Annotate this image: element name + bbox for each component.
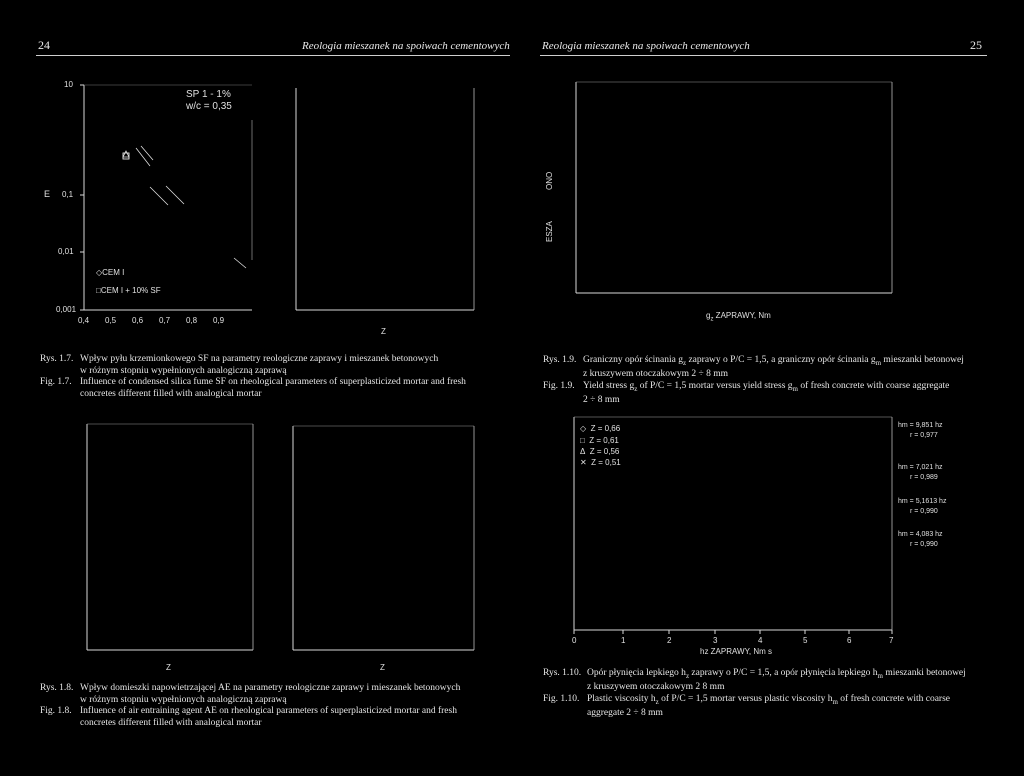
fig110-x-tick: 2 xyxy=(667,636,672,645)
fig110-x-tick: 6 xyxy=(847,636,852,645)
caption-text: of P/C = 1,5 mortar versus plastic viscosity h xyxy=(658,693,833,704)
caption-sub: z xyxy=(682,358,687,367)
fig110-fit-r: r = 0,990 xyxy=(910,508,938,515)
fig110-legend-label: Z = 0,66 xyxy=(590,424,621,433)
fig19-y-label-top: ONO xyxy=(545,171,554,190)
diamond-icon: ◇ xyxy=(96,268,103,277)
caption-text: concretes different filled with analogical mortar xyxy=(80,388,262,399)
caption-head: Fig. 1.10. xyxy=(543,693,580,704)
fig19-x-label-text: g xyxy=(706,311,711,320)
fig110-x-tick: 1 xyxy=(621,636,626,645)
right-page-number: 25 xyxy=(970,38,982,52)
fig17-y-tick: 0,001 xyxy=(56,305,77,314)
fig17-y-tick: 0,1 xyxy=(62,190,74,199)
fig17-annotation-wc: w/c = 0,35 xyxy=(186,101,232,112)
caption-text: of fresh concrete with coarse xyxy=(837,693,951,704)
fig110-x-tick: 4 xyxy=(758,636,763,645)
fig17-legend-label: CEM I + 10% SF xyxy=(100,286,161,295)
fig17-x-tick: 0,5 xyxy=(105,316,117,325)
fig17-y-axis-letter: E xyxy=(44,189,51,199)
caption-head: Rys. 1.10. xyxy=(543,668,582,678)
fig19-x-label-sub: z xyxy=(710,316,714,323)
fig110-x-tick: 5 xyxy=(803,636,808,645)
triangle-icon: Δ xyxy=(580,447,586,456)
caption-sub: m xyxy=(832,697,838,706)
caption-head: Fig. 1.9. xyxy=(543,380,575,391)
caption-text: Wpływ pyłu krzemionkowego SF na parametry reologiczne zaprawy i mieszanek betonowych xyxy=(80,354,439,364)
caption-text: of fresh concrete with coarse aggregate xyxy=(798,380,950,391)
caption-text: Influence of air entraining agent AE on rheological parameters of superplasticized mortar and fresh xyxy=(80,706,457,716)
fig110-x-tick: 0 xyxy=(572,636,577,645)
fig17-legend-label: CEM I xyxy=(102,268,125,277)
fig110-fit-eq: hm = 7,021 hz xyxy=(898,464,943,471)
fig110-legend-item xyxy=(580,447,619,456)
caption-sub: m xyxy=(792,384,798,393)
caption-sub: z xyxy=(685,671,690,680)
fig17-right-xlabel: Z xyxy=(381,327,386,336)
caption-text: of P/C = 1,5 mortar versus yield stress g xyxy=(637,380,793,391)
caption-text: zaprawy o P/C = 1,5, a graniczny opór ścinania g xyxy=(686,355,876,365)
right-running-title: Reologia mieszanek na spoiwach cementowych xyxy=(542,40,750,52)
caption-head: Rys. 1.8. xyxy=(40,683,74,693)
cross-icon: ✕ xyxy=(580,458,587,467)
fig17-y-tick: 0,01 xyxy=(58,247,74,256)
caption-text: Wpływ domieszki napowietrzającej AE na parametry reologiczne zaprawy i mieszanek betonowych xyxy=(80,683,461,693)
square-icon: □ xyxy=(96,286,101,295)
caption-sub: z xyxy=(655,697,659,706)
fig17-x-tick: 0,4 xyxy=(78,316,90,325)
caption-text: w różnym stopniu wypełnionych analogiczną zaprawą xyxy=(80,365,287,376)
caption-sub: m xyxy=(875,358,882,367)
caption-text: Plastic viscosity h xyxy=(587,693,656,704)
fig110-caption xyxy=(543,668,995,720)
caption-head: Fig. 1.7. xyxy=(40,377,72,387)
fig110-fit-r: r = 0,977 xyxy=(910,432,938,439)
fig18-right-xlabel: Z xyxy=(380,663,385,672)
fig17-x-tick: 0,7 xyxy=(159,316,171,325)
fig110-legend-label: Z = 0,51 xyxy=(591,458,621,467)
left-running-title: Reologia mieszanek na spoiwach cementowych xyxy=(302,40,510,52)
fig110-fit-eq: hm = 5,1613 hz xyxy=(898,498,947,505)
fig110-x-tick: 7 xyxy=(889,636,894,645)
caption-text: Opór płynięcia lepkiego h xyxy=(587,668,686,678)
fig110-legend-label: Z = 0,56 xyxy=(589,447,620,456)
fig110-legend-label: Z = 0,61 xyxy=(589,436,619,445)
caption-text: Yield stress g xyxy=(583,380,635,391)
fig18-left-xlabel: Z xyxy=(166,663,171,672)
left-page-number: 24 xyxy=(38,38,50,52)
caption-text: z kruszywem otoczakowym 2 ÷ 8 mm xyxy=(583,369,729,380)
caption-text: mieszanki betonowej xyxy=(882,668,966,678)
fig110-fit-eq: hm = 9,851 hz xyxy=(898,422,943,429)
fig110-legend-item xyxy=(580,436,619,445)
caption-text: z kruszywem otoczakowym 2 8 mm xyxy=(587,682,725,693)
fig110-x-label: hz ZAPRAWY, Nm s xyxy=(700,647,773,656)
caption-text: aggregate 2 ÷ 8 mm xyxy=(587,708,663,719)
fig17-annotation-sp: SP 1 - 1% xyxy=(186,89,231,100)
fig110-fit-r: r = 0,989 xyxy=(910,474,938,481)
fig110-fit-eq: hm = 4,083 hz xyxy=(898,531,943,538)
fig19-x-label-rest: ZAPRAWY, Nm xyxy=(713,311,771,320)
caption-text: Graniczny opór ścinania g xyxy=(583,355,683,365)
square-icon: □ xyxy=(580,436,585,445)
fig17-x-tick: 0,6 xyxy=(132,316,144,325)
caption-head: Rys. 1.9. xyxy=(543,355,577,365)
caption-text: concretes different filled with analogical mortar xyxy=(80,717,262,728)
fig110-x-tick: 3 xyxy=(713,636,718,645)
fig19-y-label-bottom: ESZA xyxy=(545,221,554,242)
caption-text: Influence of condensed silica fume SF on rheological parameters of superplasticized mortar and fresh xyxy=(80,377,466,387)
fig110-legend-item xyxy=(580,424,620,433)
fig17-y-tick: 10 xyxy=(64,80,73,89)
caption-sub: z xyxy=(634,384,638,393)
fig17-x-tick: 0,8 xyxy=(186,316,198,325)
caption-text: 2 ÷ 8 mm xyxy=(583,395,620,406)
caption-head: Rys. 1.7. xyxy=(40,354,74,364)
fig110-legend-item xyxy=(580,458,621,467)
diamond-icon: ◇ xyxy=(580,424,587,433)
caption-text: mieszanki betonowej xyxy=(881,355,964,365)
caption-text: zaprawy o P/C = 1,5, a opór płynięcia lepkiego h xyxy=(689,668,878,678)
fig17-x-tick: 0,9 xyxy=(213,316,225,325)
caption-text: w różnym stopniu wypełnionych analogiczną zaprawą xyxy=(80,694,287,705)
fig110-fit-r: r = 0,990 xyxy=(910,541,938,548)
caption-sub: m xyxy=(877,671,883,680)
caption-head: Fig. 1.8. xyxy=(40,706,72,716)
